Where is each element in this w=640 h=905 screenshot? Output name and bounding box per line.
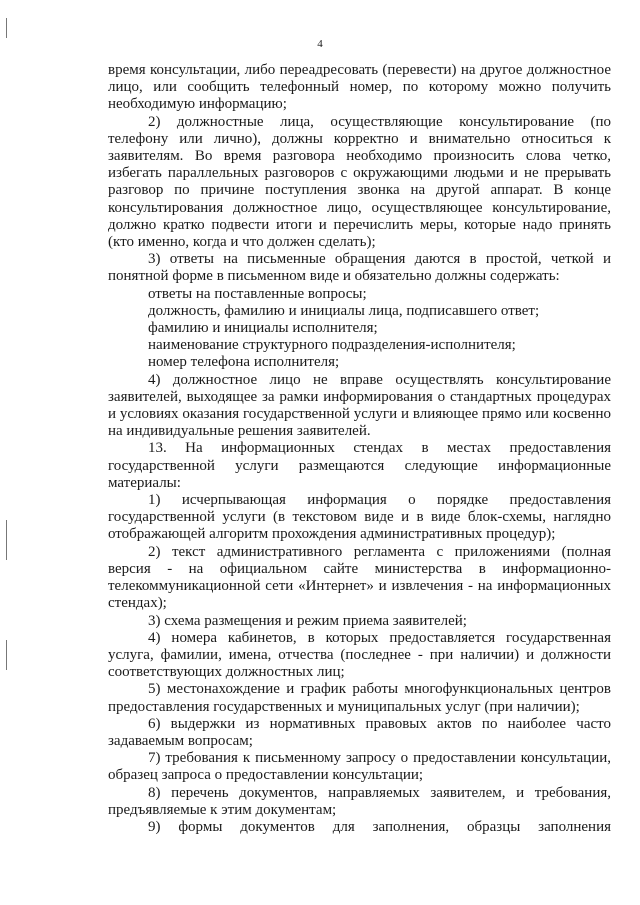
paragraph: 5) местонахождение и график работы многофункциональных центров предоставления государственных и муниципальных услуг (при наличии); xyxy=(108,681,611,715)
paragraph: 1) исчерпывающая информация о порядке предоставления государственной услуги (в текстовом виде и в виде блок-схемы, наглядно отображающей алгоритм прохождения административных процедур); xyxy=(108,492,611,543)
paragraph: 2) должностные лица, осуществляющие консультирование (по телефону или лично), должны корректно и внимательно относиться к заявителям. Во время разговора необходимо произносить слова четко, избегать параллельных разговоров с окружающими людьми и не прерывать разговор по причине поступления звонка на другой аппарат. В конце консультирования должностное лицо, осуществляющее консультирование, должно кратко подвести итоги и перечислить меры, которые надо принять (кто именно, когда и что должен сделать); xyxy=(108,113,611,251)
paragraph: время консультации, либо переадресовать (перевести) на другое должностное лицо, или сообщить телефонный номер, по которому можно получить необходимую информацию; xyxy=(108,62,611,113)
page-number: 4 xyxy=(317,38,323,50)
scan-edge-mark xyxy=(6,520,7,560)
paragraph: 13. На информационных стендах в местах предоставления государственной услуги размещаются следующие информационные материалы: xyxy=(108,440,611,491)
list-item: фамилию и инициалы исполнителя; xyxy=(148,320,378,337)
scan-edge-mark xyxy=(6,18,7,38)
list-item: номер телефона исполнителя; xyxy=(148,354,340,371)
list-item: наименование структурного подразделения-исполнителя; xyxy=(148,337,516,354)
paragraph: 7) требования к письменному запросу о предоставлении консультации, образец запроса о предоставлении консультации; xyxy=(108,750,611,784)
paragraph: 9) формы документов для заполнения, образцы заполнения xyxy=(148,818,611,835)
paragraph: 4) номера кабинетов, в которых предоставляется государственная услуга, фамилии, имена, отчества (последнее - при наличии) и должности соответствующих должностных лиц; xyxy=(108,629,611,681)
paragraph: 4) должностное лицо не вправе осуществлять консультирование заявителей, выходящее за рамки информирования о стандартных процедурах и условиях оказания государственной услуги и влияющее прямо или косвенно на индивидуальные решения заявителей. xyxy=(108,371,611,440)
paragraph: 8) перечень документов, направляемых заявителем, и требования, предъявляемые к этим документам; xyxy=(108,784,611,818)
paragraph: 3) ответы на письменные обращения даются в простой, четкой и понятной форме в письменном виде и обязательно должны содержать: xyxy=(108,251,611,285)
paragraph: 2) текст административного регламента с приложениями (полная версия - на официальном сайте министерства в информационно-телекоммуникационной сети «Интернет» и извлечения - на информационных стендах); xyxy=(108,543,611,612)
paragraph: 3) схема размещения и режим приема заявителей; xyxy=(148,612,467,629)
list-item: должность, фамилию и инициалы лица, подписавшего ответ; xyxy=(148,302,540,319)
document-body xyxy=(108,62,611,836)
paragraph: 6) выдержки из нормативных правовых актов по наиболее часто задаваемым вопросам; xyxy=(108,715,611,749)
scan-edge-mark xyxy=(6,640,7,670)
list-item: ответы на поставленные вопросы; xyxy=(148,285,367,302)
